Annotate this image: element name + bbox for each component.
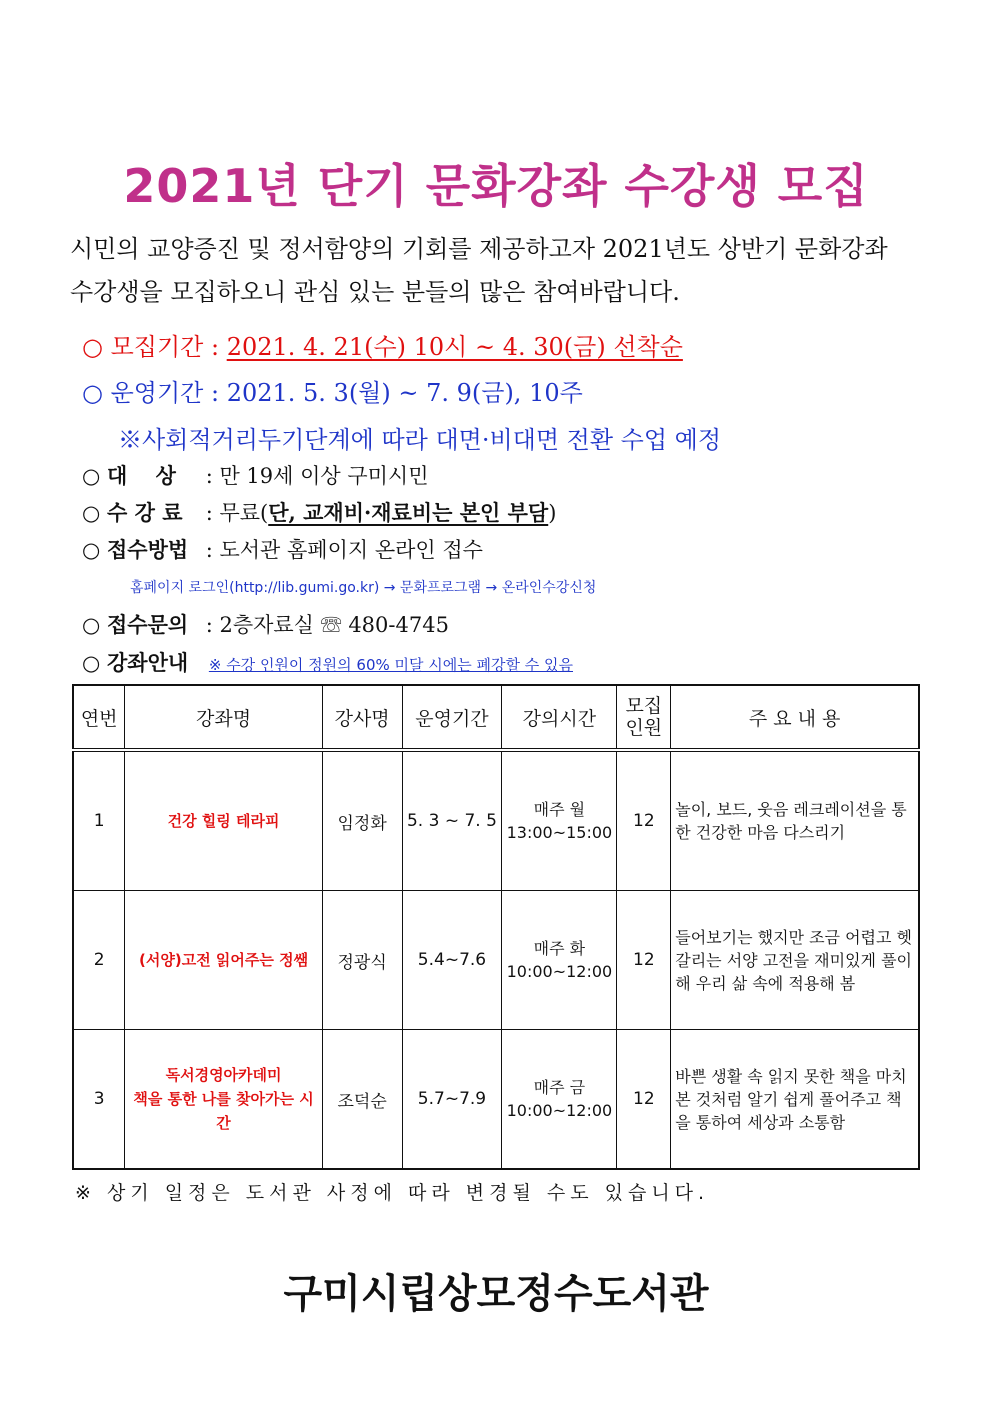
recruit-label: 모집기간 :	[110, 333, 220, 361]
row-course	[125, 750, 322, 891]
separator: :	[205, 501, 213, 525]
course-name: 건강 힐링 테라피	[167, 812, 280, 830]
row-course	[125, 1030, 322, 1170]
operation-value: 2021. 5. 3(월) ~ 7. 9(금), 10주	[226, 379, 583, 407]
row-period: 5.4~7.6	[402, 891, 502, 1030]
header-no: 연번	[73, 685, 125, 750]
organization-name: 구미시립상모정수도서관	[283, 1271, 709, 1317]
row-capacity: 12	[617, 750, 671, 891]
table-row	[73, 891, 919, 1030]
operation-label: 운영기간 :	[110, 379, 220, 407]
separator: :	[205, 464, 213, 488]
row-no: 2	[73, 891, 125, 1030]
row-period: 5. 3 ~ 7. 5	[402, 750, 502, 891]
target-row	[82, 460, 429, 490]
course-table	[72, 684, 920, 1170]
row-content: 들어보기는 했지만 조금 어렵고 헷갈리는 서양 고전을 재미있게 풀이해 우리 삶 속에 적용해 봄	[671, 891, 919, 1030]
row-no: 3	[73, 1030, 125, 1170]
header-capacity-line1: 모집	[625, 695, 663, 717]
row-content: 바쁜 생활 속 읽지 못한 책을 마치 본 것처럼 알기 쉽게 풀어주고 책을 통하여 세상과 소통함	[671, 1030, 919, 1170]
row-instructor: 정광식	[322, 891, 402, 1030]
fee-label: 수 강 료	[107, 500, 183, 525]
course-subtitle: 책을 통한 나를 찾아가는 시간	[133, 1090, 314, 1132]
intro-text	[70, 228, 930, 314]
inquiry-value: 2층자료실 ☏ 480-4745	[219, 613, 449, 637]
distancing-note: ※사회적거리두기단계에 따라 대면·비대면 전환 수업 예정	[118, 426, 722, 454]
method-path: 홈페이지 로그인(http://lib.gumi.go.kr) → 문화프로그램 → 온라인수강신청	[130, 580, 597, 596]
method-label: 접수방법	[107, 537, 189, 562]
time-day: 매주 금	[533, 1078, 586, 1097]
guide-note: ※ 수강 인원이 정원의 60% 미달 시에는 폐강할 수 있음	[208, 656, 573, 674]
footnote: ※ 상기 일정은 도서관 사정에 따라 변경될 수도 있습니다.	[75, 1182, 710, 1204]
operation-period	[82, 373, 583, 408]
header-content: 주 요 내 용	[671, 685, 919, 750]
time-hours: 13:00~15:00	[506, 823, 613, 842]
row-capacity: 12	[617, 891, 671, 1030]
row-time	[502, 891, 617, 1030]
table-row	[73, 1030, 919, 1170]
row-time	[502, 1030, 617, 1170]
time-hours: 10:00~12:00	[506, 962, 613, 981]
bullet: ○	[82, 464, 101, 488]
bullet: ○	[82, 651, 101, 675]
row-course	[125, 891, 322, 1030]
intro-line-1: 시민의 교양증진 및 정서함양의 기회를 제공하고자 2021년도 상반기 문화강좌	[70, 235, 888, 263]
page-title: 2021년 단기 문화강좌 수강생 모집	[123, 159, 869, 213]
target-label: 대 상	[107, 463, 176, 488]
inquiry-label: 접수문의	[107, 612, 189, 637]
fee-value-note: 단, 교재비·재료비는 본인 부담	[268, 500, 549, 525]
guide-row	[82, 647, 573, 677]
bullet: ○	[82, 333, 103, 361]
inquiry-row	[82, 609, 449, 639]
recruit-period	[82, 327, 683, 362]
bullet: ○	[82, 613, 101, 637]
method-value: 도서관 홈페이지 온라인 접수	[219, 538, 483, 562]
time-day: 매주 화	[533, 939, 586, 958]
method-row	[82, 534, 483, 564]
row-period: 5.7~7.9	[402, 1030, 502, 1170]
fee-value-prefix: 무료(	[219, 501, 269, 525]
table-row	[73, 750, 919, 891]
bullet: ○	[82, 379, 103, 407]
target-value: 만 19세 이상 구미시민	[219, 464, 429, 488]
row-capacity: 12	[617, 1030, 671, 1170]
time-hours: 10:00~12:00	[506, 1101, 613, 1120]
fee-row	[82, 497, 556, 527]
row-time	[502, 750, 617, 891]
table-header	[73, 685, 919, 750]
separator: :	[205, 613, 213, 637]
bullet: ○	[82, 538, 101, 562]
course-name: 독서경영아카데미	[165, 1066, 282, 1084]
row-no: 1	[73, 750, 125, 891]
header-course: 강좌명	[125, 685, 322, 750]
header-instructor: 강사명	[322, 685, 402, 750]
intro-line-2: 수강생을 모집하오니 관심 있는 분들의 많은 참여바랍니다.	[70, 278, 680, 306]
course-name: (서양)고전 읽어주는 정쌤	[139, 951, 309, 969]
row-instructor: 임정화	[322, 750, 402, 891]
header-period: 운영기간	[402, 685, 502, 750]
recruit-value: 2021. 4. 21(수) 10시 ~ 4. 30(금) 선착순	[226, 333, 683, 361]
fee-value-suffix: )	[548, 501, 557, 525]
time-day: 매주 월	[533, 800, 586, 819]
header-time: 강의시간	[502, 685, 617, 750]
row-instructor: 조덕순	[322, 1030, 402, 1170]
header-capacity	[617, 685, 671, 750]
guide-label: 강좌안내	[107, 650, 189, 675]
bullet: ○	[82, 501, 101, 525]
header-capacity-line2: 인원	[625, 717, 663, 739]
separator: :	[205, 538, 213, 562]
row-content: 놀이, 보드, 웃음 레크레이션을 통한 건강한 마음 다스리기	[671, 750, 919, 891]
